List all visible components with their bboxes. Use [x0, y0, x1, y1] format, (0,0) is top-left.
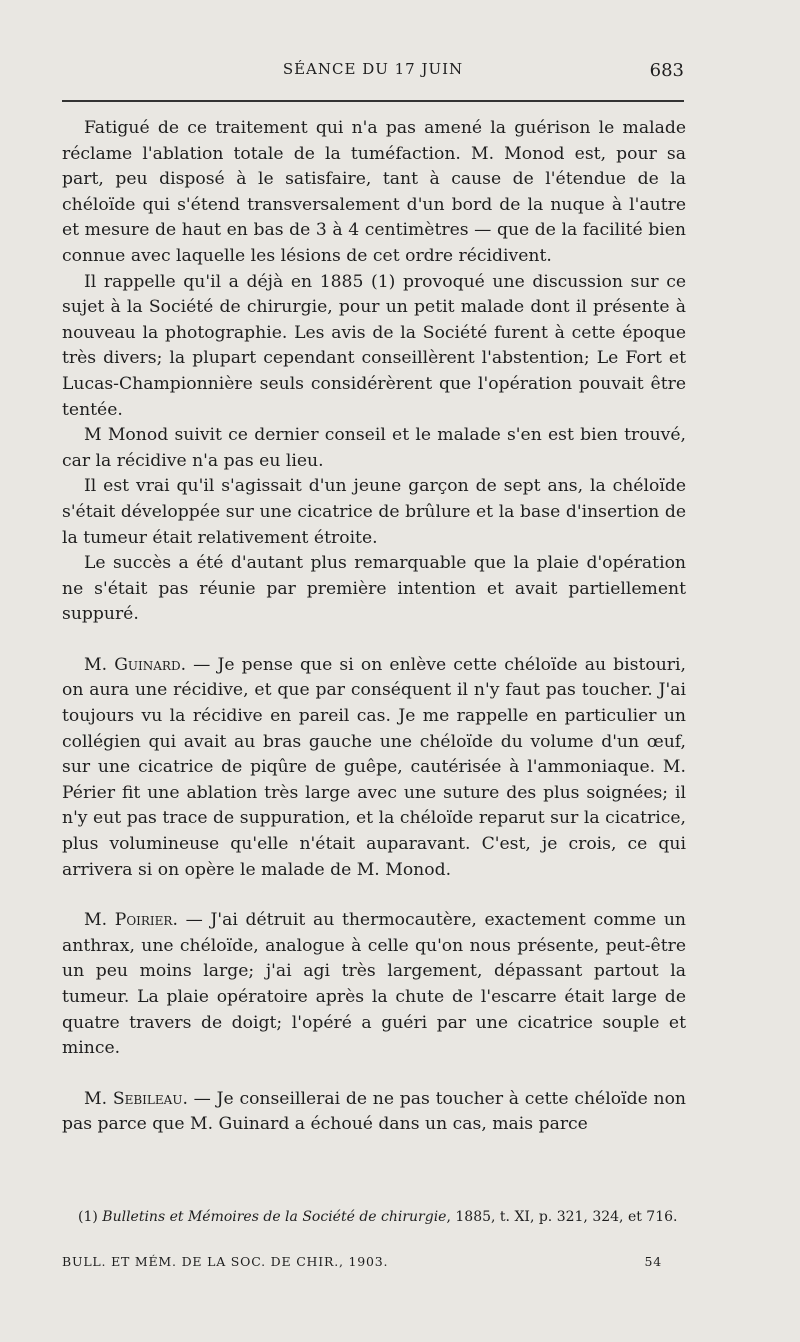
paragraph: Il est vrai qu'il s'agissait d'un jeune garçon de sept ans, la chéloïde s'était développée sur une cicatrice de brûlure et la base d'insertion de la tumeur était relativement étroite.	[62, 476, 686, 548]
body-text	[62, 116, 686, 1138]
paragraph: Le succès a été d'autant plus remarquable que la plaie d'opération ne s'était pas réunie par première intention et avait partiellement suppuré.	[62, 553, 686, 625]
intervention-text: . — Je pense que si on enlève cette chéloïde au bistouri, on aura une récidive, et que par conséquent il n'y faut pas toucher. J'ai toujours vu la récidive en pareil cas. Je me rappelle en particulier un collégien qui avait au bras gauche une chéloïde du volume d'un œuf, sur une cicatrice de piqûre de guêpe, cautérisée à l'ammoniaque. M. Périer fit une ablation très large avec une suture des plus soignées; il n'y eut pas trace de suppuration, et la chéloïde reparut sur la cicatrice, plus volumineuse qu'elle n'était auparavant. C'est, je crois, ce qui arrivera si on opère le malade de M. Monod.	[62, 654, 686, 880]
footnote-title: Bulletins et Mémoires de la Société de chirurgie	[102, 1209, 447, 1225]
speaker-name: Guinard	[114, 654, 181, 675]
intervention-text: . — J'ai détruit au thermocautère, exactement comme un anthrax, une chéloïde, analogue à celle qu'on nous présente, peut-être un peu moins large; j'ai agi très largement, dépassant partout la tumeur. La plaie opératoire après la chute de l'escarre était large de quatre travers de doigt; l'opéré a guéri par une cicatrice souple et mince.	[62, 910, 687, 1059]
footnote-marker: (1)	[78, 1209, 103, 1225]
speaker-name: Poirier	[114, 910, 173, 931]
footnote-reference: , 1885, t. XI, p. 321, 324, et 716.	[446, 1209, 678, 1225]
intervention-poirier	[62, 908, 686, 1062]
speaker-prefix: M.	[84, 910, 115, 931]
paragraph: Il rappelle qu'il a déjà en 1885 (1) provoqué une discussion sur ce sujet à la Société de chirurgie, pour un petit malade dont il présente à nouveau la photographie. Les avis de la Société furent à cette époque très divers; la plupart cependant conseillèrent l'abstention; Le Fort et Lucas-Championnière seuls considérèrent que l'opération pouvait être tentée.	[62, 271, 686, 420]
speaker-prefix: M.	[84, 654, 115, 675]
header-rule	[62, 100, 684, 102]
page-header	[62, 60, 684, 88]
paragraph: Fatigué de ce traitement qui n'a pas amené la guérison le malade réclame l'ablation totale de la tuméfaction. M. Monod est, pour sa part, peu disposé à le satisfaire, tant à cause de l'étendue de la chéloïde qui s'étend transversalement d'un bord de la nuque à l'autre et mesure de haut en bas de 3 à 4 centimètres — que de la facilité bien connue avec laquelle les lésions de cet ordre récidivent.	[62, 118, 686, 266]
intervention-text: . — Je conseillerai de ne pas toucher à cette chéloïde non pas parce que M. Guinard a échoué dans un cas, mais parce	[62, 1088, 686, 1135]
running-title: SÉANCE DU 17 JUIN	[282, 60, 464, 78]
intervention-sebileau	[62, 1087, 686, 1138]
speaker-prefix: M.	[84, 1088, 113, 1109]
printer-signature	[62, 1254, 662, 1269]
signature-number: 54	[644, 1254, 662, 1269]
signature-title: BULL. ET MÉM. DE LA SOC. DE CHIR., 1903.	[62, 1254, 389, 1269]
speaker-name: Sebileau	[112, 1088, 183, 1109]
footnote-text	[62, 1207, 686, 1228]
paragraph: M Monod suivit ce dernier conseil et le malade s'en est bien trouvé, car la récidive n'a pas eu lieu.	[62, 425, 686, 471]
page-number: 683	[649, 60, 684, 81]
intervention-guinard	[62, 653, 686, 883]
footnote	[62, 1207, 686, 1228]
